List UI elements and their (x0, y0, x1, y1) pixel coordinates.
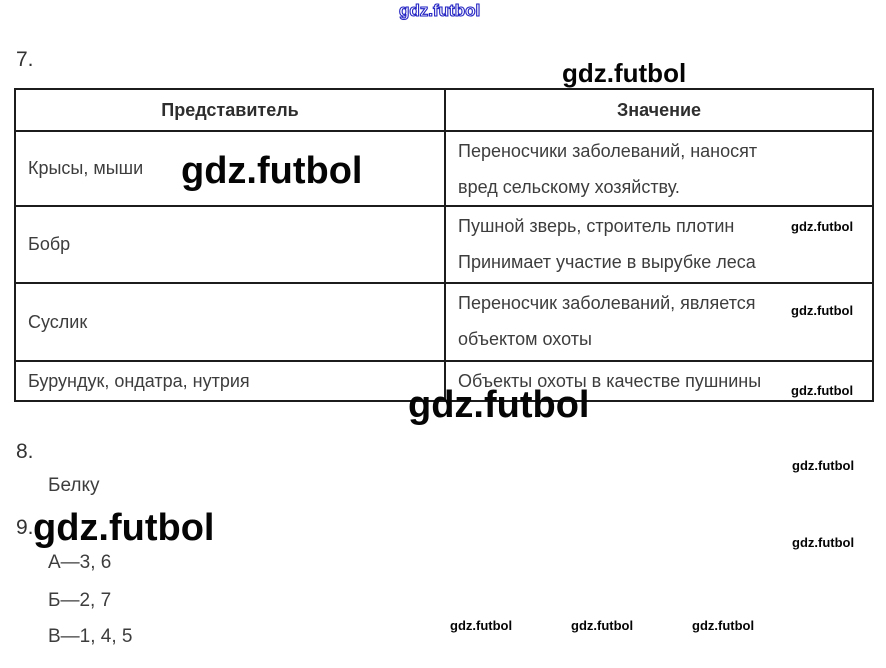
watermark-small-row2: gdz.futbol (791, 219, 854, 234)
meaning-cell (445, 131, 873, 206)
table-row (15, 283, 873, 361)
representative-cell: Бурундук, ондатра, нутрия (15, 361, 445, 401)
representative-cell: Суслик (15, 283, 445, 361)
rodents-table (14, 88, 874, 402)
representative-cell: Крысы, мыши (15, 131, 445, 206)
watermark-table-row1: gdz.futbol (181, 150, 363, 192)
meaning-line: Пушной зверь, строитель плотин (458, 216, 735, 236)
watermark-below-table: gdz.futbol (408, 384, 590, 426)
table-row (15, 206, 873, 283)
watermark-above-table: gdz.futbol (562, 58, 687, 88)
table-header-row (15, 89, 873, 131)
watermark-small-row3: gdz.futbol (791, 303, 854, 318)
header-meaning: Значение (445, 89, 873, 131)
meaning-line: Принимает участие в вырубке леса (458, 252, 756, 272)
question-8-label: 8. (16, 440, 34, 463)
question-9-answer-a: А—3, 6 (48, 552, 112, 573)
watermark-small-bottom3: gdz.futbol (692, 618, 755, 633)
meaning-line: вред сельскому хозяйству. (458, 177, 680, 197)
meaning-line: Переносчики заболеваний, наносят (458, 141, 758, 161)
watermark-small-right2: gdz.futbol (792, 535, 855, 550)
representative-cell: Бобр (15, 206, 445, 283)
meaning-cell (445, 283, 873, 361)
watermark-small-row4: gdz.futbol (791, 383, 854, 398)
meaning-cell (445, 206, 873, 283)
meaning-line: объектом охоты (458, 329, 592, 349)
table-row (15, 131, 873, 206)
question-9-answer-v: В—1, 4, 5 (48, 626, 133, 647)
meaning-line: Переносчик заболеваний, является (458, 293, 756, 313)
watermark-small-bottom2: gdz.futbol (571, 618, 634, 633)
watermark-top-blue: gdz.futbol (399, 1, 481, 20)
watermark-small-bottom1: gdz.futbol (450, 618, 513, 633)
question-9-answer-b: Б—2, 7 (48, 590, 112, 611)
watermark-question9: gdz.futbol (33, 507, 215, 549)
watermark-small-right1: gdz.futbol (792, 458, 855, 473)
question-8-answer: Белку (48, 475, 100, 496)
header-representative: Представитель (15, 89, 445, 131)
question-7-label: 7. (16, 48, 34, 71)
meaning-line: Объекты охоты в качестве пушнины (458, 370, 762, 391)
question-9-label: 9. (16, 516, 34, 539)
